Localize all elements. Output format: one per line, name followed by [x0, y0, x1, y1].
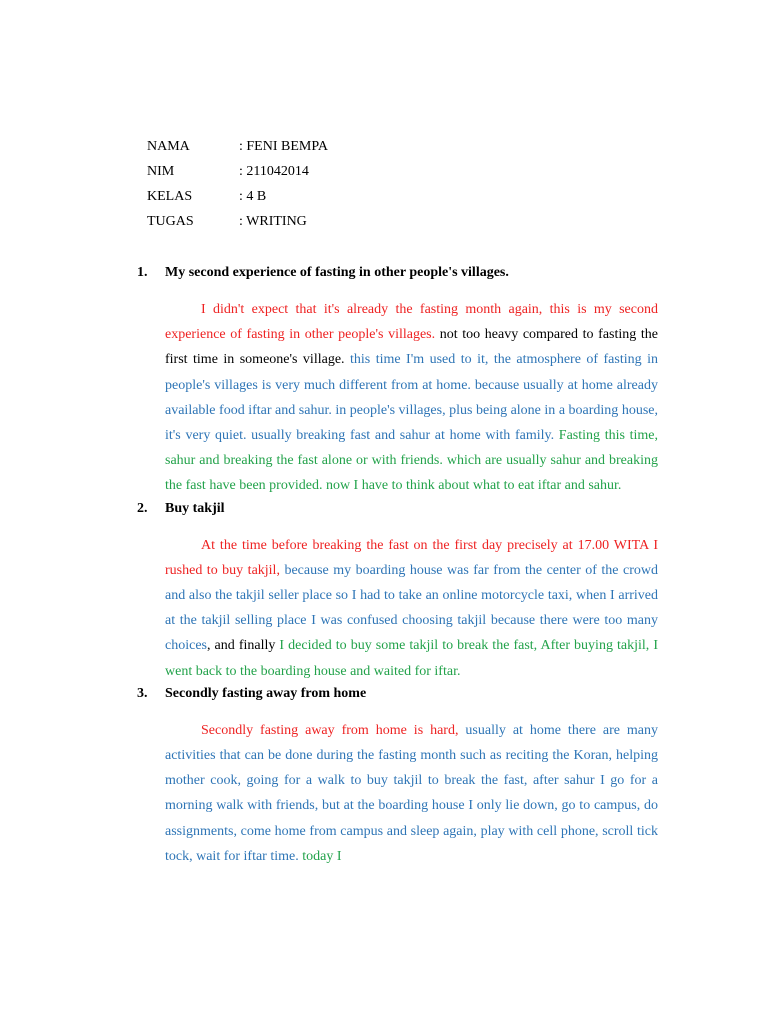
- text-segment-green: today I: [298, 848, 342, 864]
- info-label: KELAS: [147, 189, 193, 204]
- text-segment-red: Secondly fasting away from home is hard,: [201, 722, 459, 738]
- info-row-nim: [147, 162, 328, 187]
- info-label: TUGAS: [147, 214, 194, 229]
- text-segment-black: not too heavy compared to fasting the first time in someone's village.: [165, 327, 658, 368]
- section-3: [137, 684, 658, 869]
- section-number: 1.: [137, 265, 148, 280]
- section-paragraph: [165, 718, 658, 869]
- section-number: 2.: [137, 500, 148, 516]
- section-title: Secondly fasting away from home: [165, 685, 367, 701]
- info-label: NIM: [147, 164, 175, 179]
- text-segment-blue: because my boarding house was far from the center of the crowd and also the takjil seller place so I had to take an online motorcycle taxi, when I arrived at the takjil selling place I was confused choosing takjil because there were too many choices: [165, 562, 658, 654]
- section-title: My second experience of fasting in other people's villages.: [165, 265, 509, 280]
- info-row-tugas: [147, 212, 328, 237]
- section-2: [137, 499, 658, 684]
- section-paragraph: [165, 533, 658, 684]
- section-title: Buy takjil: [165, 500, 225, 516]
- text-segment-black: , and finally: [206, 638, 276, 654]
- text-segment-red: At the time before breaking the fast on the first day precisely at 17.00 WITA I rushed to buy takjil,: [165, 537, 658, 578]
- section-number: 3.: [137, 685, 148, 701]
- student-info: [147, 137, 328, 237]
- text-segment-red: I didn't expect that it's already the fasting month again, this is my second experience of fasting in other people's villages.: [165, 302, 658, 343]
- text-segment-green: Fasting this time, sahur and breaking the fast alone or with friends. which are usually sahur and breaking the fast have been provided. now I have to think about what to eat iftar and sahur.: [165, 428, 658, 494]
- info-row-nama: [147, 137, 328, 162]
- numbered-sections: [137, 263, 658, 869]
- info-value: : 4 B: [239, 189, 267, 204]
- section-1: [137, 263, 658, 499]
- info-row-kelas: [147, 187, 328, 212]
- section-paragraph: [165, 297, 658, 499]
- info-value: : 211042014: [239, 164, 309, 179]
- text-segment-blue: usually at home there are many activities that can be done during the fasting month such as reciting the Koran, helping mother cook, going for a walk to buy takjil to break the fast, after sahur I go for a morning walk with friends, but at the boarding house I only lie down, go to campus, do assignments, come home from campus and sleep again, play with cell phone, scroll tick tock, wait for iftar time.: [165, 722, 659, 864]
- info-label: NAMA: [147, 139, 190, 154]
- info-value: : FENI BEMPA: [239, 139, 328, 154]
- info-value: : WRITING: [239, 214, 307, 229]
- text-segment-blue: this time I'm used to it, the atmosphere of fasting in people's villages is very much different from at home. because usually at home already available food iftar and sahur. in people's villages, plus being alone in a boarding house, it's very quiet. usually breaking fast and sahur at home with family.: [165, 352, 658, 444]
- text-segment-green: I decided to buy some takjil to break the fast, After buying takjil, I went back to the boarding house and waited for iftar.: [165, 638, 659, 679]
